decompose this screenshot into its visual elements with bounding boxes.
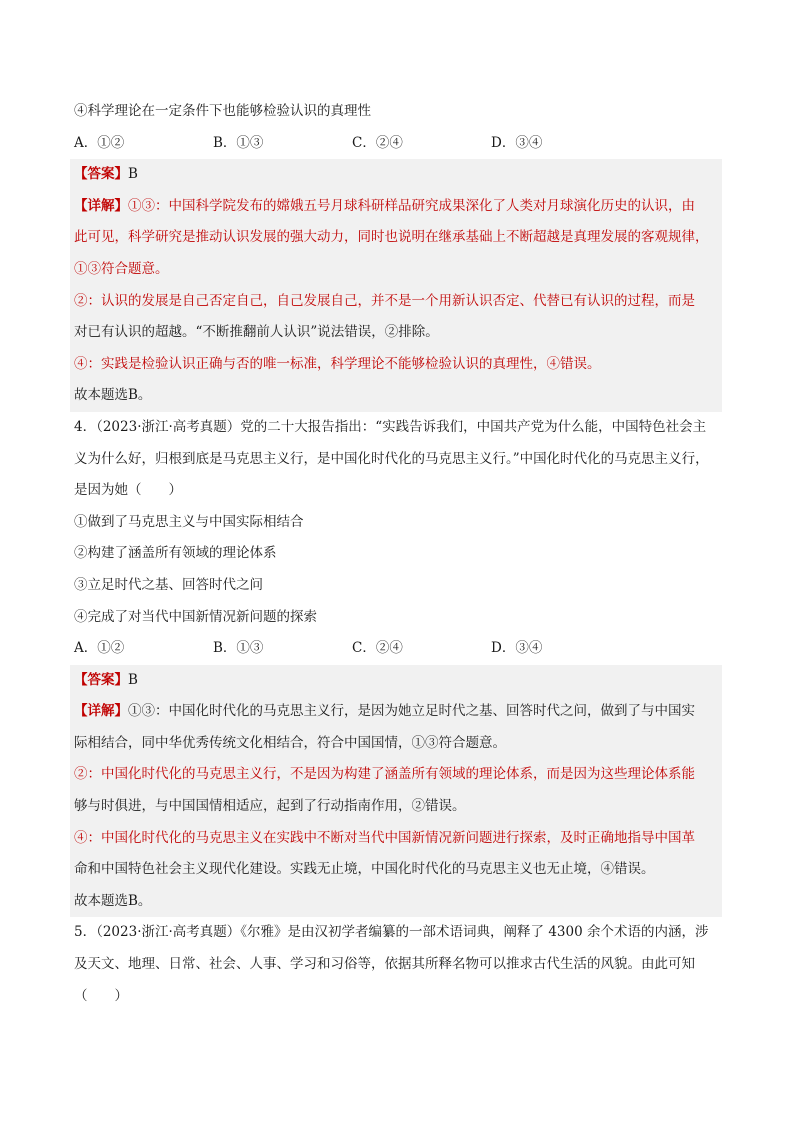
answer-label: 【答案】: [74, 166, 128, 183]
q4-item-1: ①做到了马克思主义与中国实际相结合: [74, 513, 304, 530]
q4-detail-2: ②：中国化时代化的马克思主义行，不是因为构建了涵盖所有领域的理论体系，而是因为这些理论体系能: [74, 766, 695, 783]
q4-option-d: D．③④: [491, 640, 543, 657]
q4-option-a: A．①②: [74, 640, 125, 657]
q4-stem-3: 是因为她（ ）: [74, 482, 182, 499]
q5-stem-1: 5．（2023·浙江·高考真题）《尔雅》是由汉初学者编纂的一部术语词典，阐释了 4300 余个术语的内涵，涉: [74, 924, 709, 941]
q3-options: [74, 128, 722, 160]
q3-detail-3: ④：实践是检验认识正确与否的唯一标准，科学理论不能够检验认识的真理性，④错误。: [74, 355, 601, 372]
q4-detail-3: ④：中国化时代化的马克思主义在实践中不断对当代中国新情况新问题进行探索，及时正确地指导中国革: [74, 829, 695, 846]
q3-answer: [74, 159, 722, 191]
q3-detail-2: ②：认识的发展是自己否定自己，自己发展自己，并不是一个用新认识否定、代替已有认识的过程，而是: [74, 292, 695, 309]
q4-options: [74, 633, 722, 665]
q4-item-2: ②构建了涵盖所有领域的理论体系: [74, 545, 277, 562]
answer-value: B: [128, 166, 138, 183]
q3-detail-1b: 此可见，科学研究是推动认识发展的强大动力，同时也说明在继承基础上不断超越是真理发展的客观规律，: [74, 229, 709, 246]
q3-option-b: B．①③: [213, 134, 264, 151]
q4-item-4: ④完成了对当代中国新情况新问题的探索: [74, 608, 317, 625]
q3-option-d: D．③④: [491, 134, 543, 151]
q5-stem-2: 及天文、地理、日常、社会、人事、学习和习俗等，依据其所释名物可以推求古代生活的风貌。由此可知: [74, 956, 695, 973]
answer-label: 【答案】: [74, 671, 128, 688]
q3-conclusion: 故本题选B。: [74, 387, 152, 404]
answer-value: B: [128, 671, 138, 688]
q3-item-4: ④科学理论在一定条件下也能够检验认识的真理性: [74, 103, 371, 119]
q4-conclusion: 故本题选B。: [74, 892, 152, 909]
q4-answer-block: [70, 665, 722, 918]
q3-option-a: A．①②: [74, 134, 125, 151]
q4-item-3: ③立足时代之基、回答时代之问: [74, 576, 263, 593]
q3-answer-block: [70, 159, 722, 412]
document-page: [74, 96, 722, 1012]
q4-detail-2b: 够与时俱进，与中国国情相适应，起到了行动指南作用，②错误。: [74, 798, 466, 815]
q4-option-b: B．①③: [213, 640, 264, 657]
q4-detail-3b: 命和中国特色社会主义现代化建设。实践无止境，中国化时代化的马克思主义也无止境，④错误。: [74, 861, 655, 878]
q4-detail-1: 【详解】①③：中国化时代化的马克思主义行，是因为她立足时代之基、回答时代之问，做到了与中国实: [74, 703, 695, 720]
q4-detail-1b: 际相结合，同中华优秀传统文化相结合，符合中国国情，①③符合题意。: [74, 734, 506, 751]
q3-detail-2b: 对已有认识的超越。“不断推翻前人认识”说法错误，②排除。: [74, 324, 439, 341]
q4-stem-2: 义为什么好，归根到底是马克思主义行，是中国化时代化的马克思主义行。”中国化时代化的马克思主义行，: [74, 450, 709, 467]
q4-answer: [74, 665, 722, 697]
q3-option-c: C．②④: [352, 134, 403, 151]
detail-label: 【详解】: [74, 197, 128, 214]
q3-detail-1: 【详解】①③：中国科学院发布的嫦娥五号月球科研样品研究成果深化了人类对月球演化历史的认识，由: [74, 197, 695, 214]
q3-detail-1c: ①③符合题意。: [74, 260, 169, 277]
detail-label: 【详解】: [74, 703, 128, 720]
q4-stem-1: 4．（2023·浙江·高考真题）党的二十大报告指出：“实践告诉我们，中国共产党为什么能，中国特色社会主: [74, 418, 707, 435]
q5-stem-3: （ ）: [74, 987, 128, 1004]
q4-option-c: C．②④: [352, 640, 403, 657]
